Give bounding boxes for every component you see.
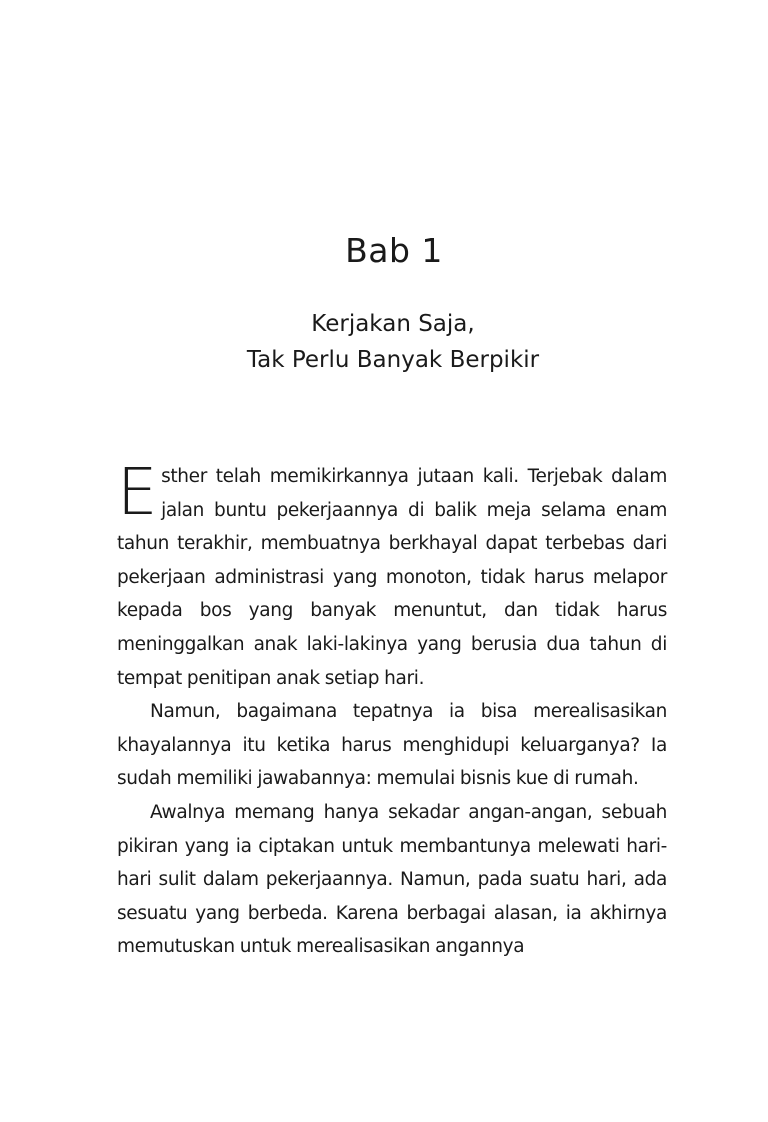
chapter-body [117, 456, 667, 964]
chapter-title: Bab 1 [345, 231, 443, 270]
paragraph-1 [117, 456, 667, 695]
paragraph-1-text: sther telah memikirkannya jutaan kali. Terjebak dalam jalan buntu pekerjaannya di balik meja selama enam tahun terakhir, membuatnya berkhayal dapat terbebas dari pekerjaan administrasi yang monoton, tidak harus melapor kepada bos yang banyak menuntut, dan tidak harus meninggalkan anak laki-lakinya yang berusia dua tahun di tempat penitipan anak setiap hari. [117, 466, 667, 689]
paragraph-2: Namun, bagaimana tepatnya ia bisa merealisasikan khayalannya itu ketika harus menghidupi keluarganya? Ia sudah memiliki jawabannya: memulai bisnis kue di rumah. [117, 701, 667, 790]
paragraph-3: Awalnya memang hanya sekadar angan-angan, sebuah pikiran yang ia ciptakan untuk membantunya melewati hari-hari sulit dalam pekerjaannya. Namun, pada suatu hari, ada sesuatu yang berbeda. Karena berbagai alasan, ia akhirnya memutuskan untuk merealisasikan angannya [117, 801, 667, 958]
drop-cap: E [117, 456, 158, 530]
chapter-subtitle-line-2: Tak Perlu Banyak Berpikir [246, 347, 540, 373]
chapter-subtitle-line-1: Kerjakan Saja, [311, 311, 475, 337]
chapter-subtitle [0, 306, 768, 378]
